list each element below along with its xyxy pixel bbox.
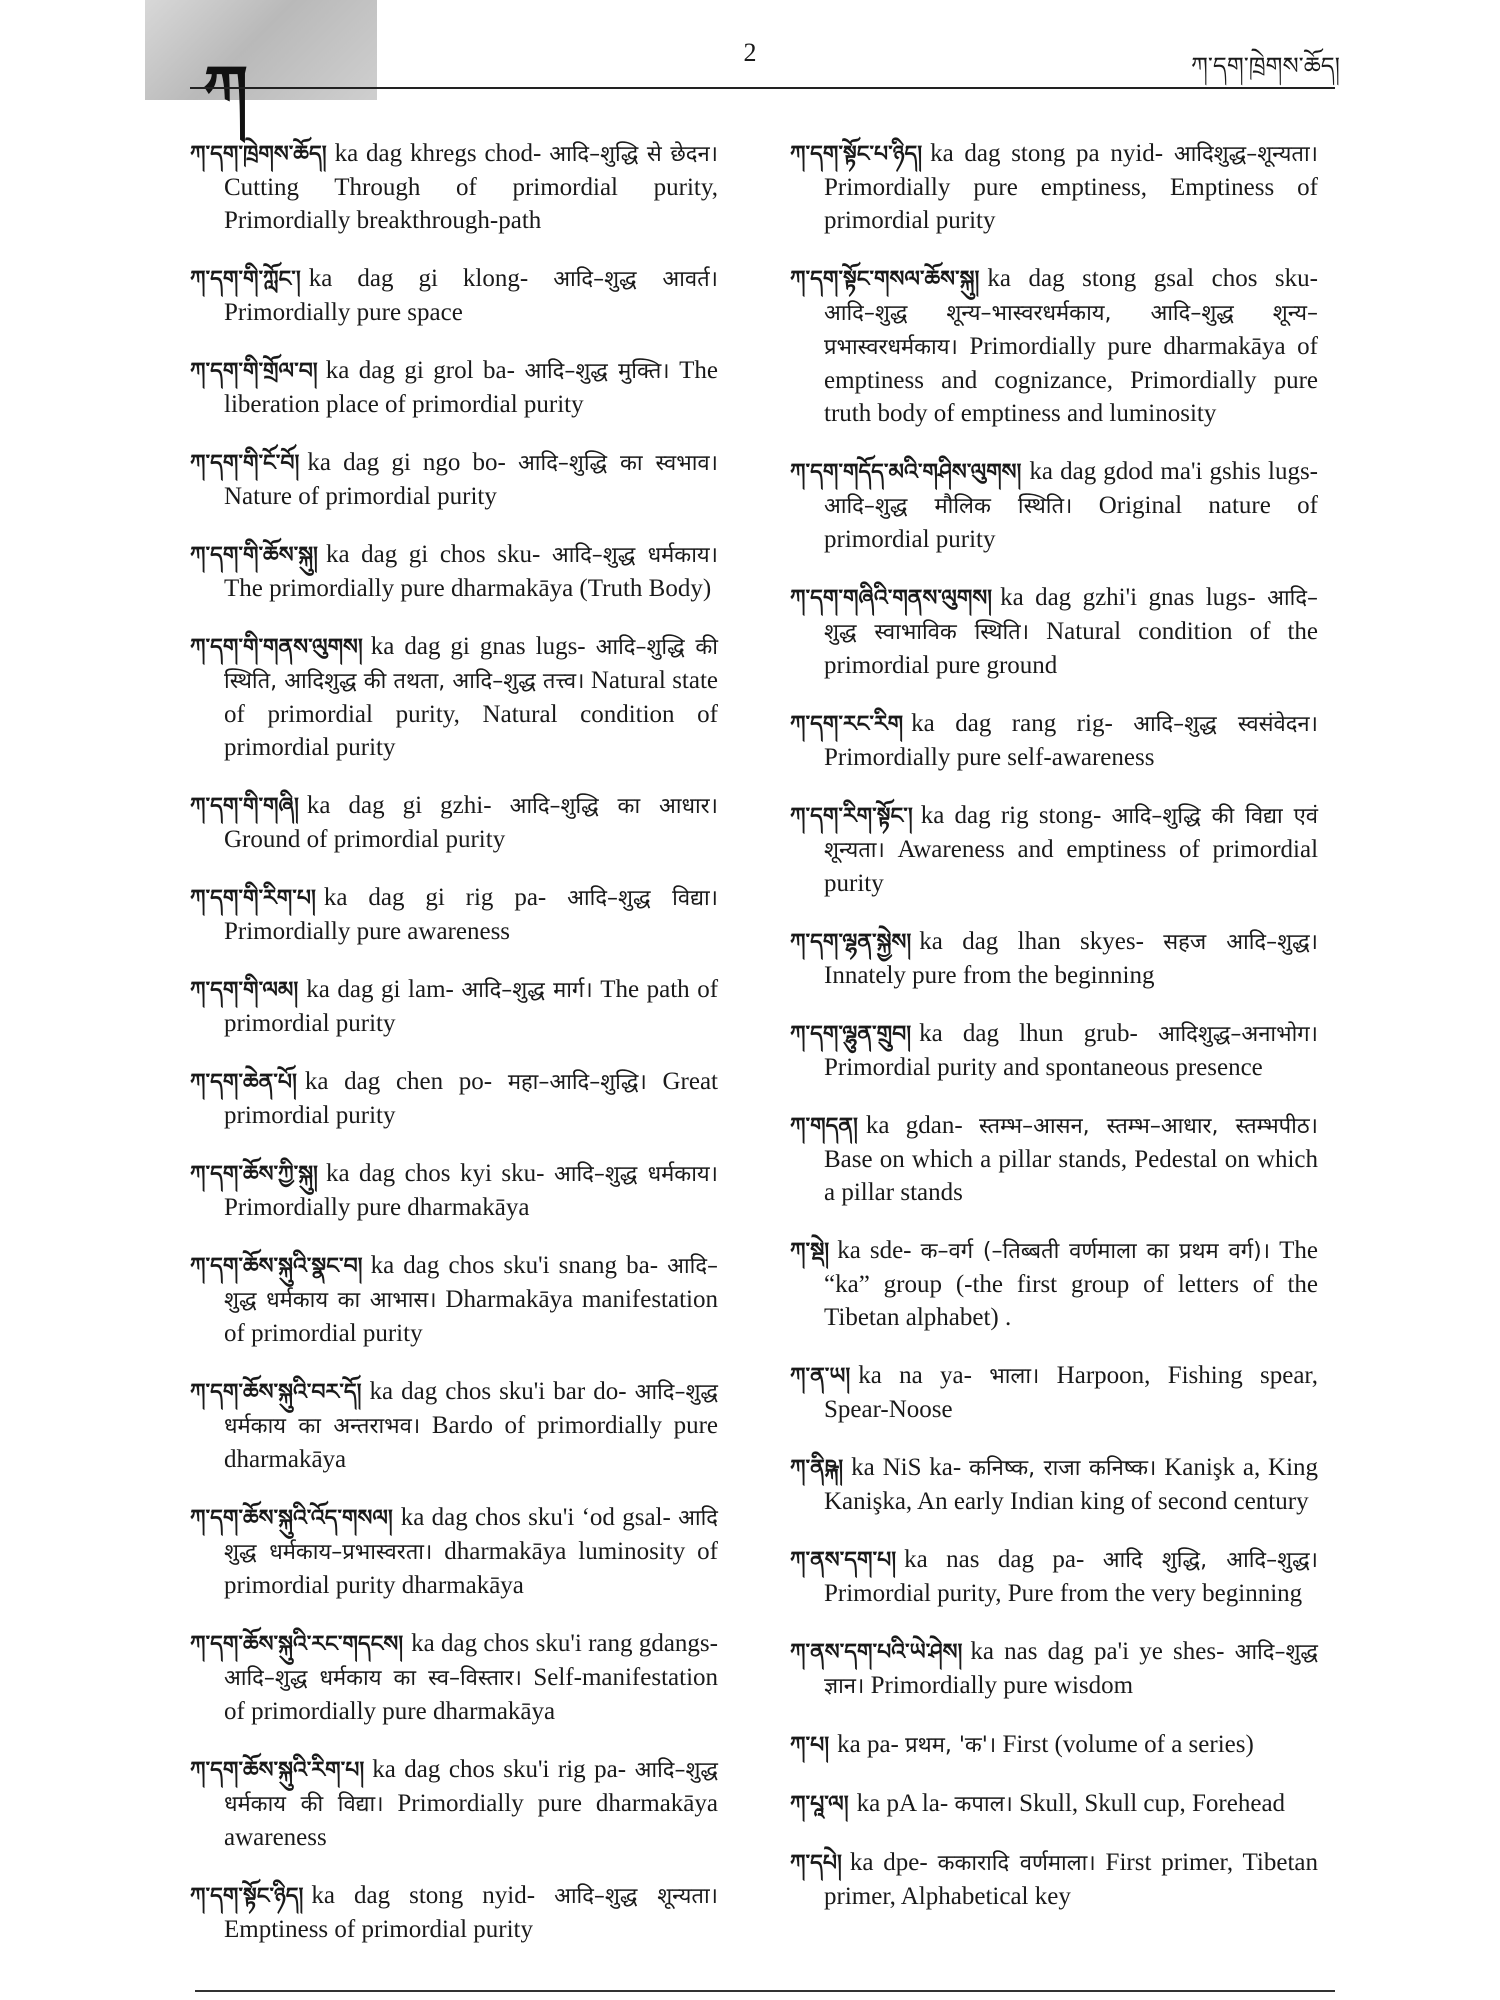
entry-english: Cutting Through of primordial purity, Primordially breakthrough-path [224,174,718,234]
entry-english: Primordial purity, Pure from the very beginning [824,1580,1303,1607]
dictionary-entry [790,137,1318,237]
entry-tibetan: ཀ་དག་ཆོས་སྐུའི་འོད་གསལ། [190,1506,393,1531]
dictionary-entry [190,1627,718,1728]
entry-tibetan: ཀ་དག་ཆོས་སྐུའི་བར་དོ། [190,1380,362,1405]
entry-hindi: आदि–शुद्ध स्वसंवेदन। [1133,712,1318,737]
dictionary-entry [190,789,718,856]
entry-transliteration: ka dag gi gnas lugs- [370,633,586,660]
dictionary-entry [790,799,1318,900]
entry-transliteration: ka dag gi lam- [306,976,454,1003]
entry-transliteration: ka dag gzhi'i gnas lugs- [1000,584,1256,611]
entry-tibetan: ཀ་དག་ཁྲེགས་ཆོད། [190,142,327,167]
entry-transliteration: ka dag rig stong- [920,802,1102,829]
entry-tibetan: ཀ་དག་གདོད་མའི་གཤིས་ལུགས། [790,460,1022,485]
entry-transliteration: ka dag stong pa nyid- [930,140,1164,167]
dictionary-entry [790,1109,1318,1209]
dictionary-entry [190,1065,718,1132]
left-column [190,112,718,1964]
entry-transliteration: ka dag chos sku'i snang ba- [370,1252,659,1279]
entry-tibetan: ཀ་དཔེ། [790,1851,842,1876]
entry-transliteration: ka dag gi grol ba- [325,357,515,384]
entry-transliteration: ka dag khregs chod- [334,140,542,167]
dictionary-entry [190,1753,718,1854]
entry-hindi: आदिशुद्ध–अनाभोग। [1157,1022,1318,1047]
dictionary-entry [790,455,1318,556]
entry-transliteration: ka dag lhan skyes- [919,928,1144,955]
dictionary-entry [790,1728,1318,1762]
entry-transliteration: ka na ya- [858,1362,972,1389]
entry-transliteration: ka dag gi chos sku- [325,541,541,568]
entry-english: Bardo of primordially pure dharmakāya [224,1412,719,1473]
entry-transliteration: ka dag gi ngo bo- [307,449,506,476]
entry-english: Primordially pure dharmakāya awareness [224,1790,718,1851]
entry-english: Awareness and emptiness of primordial purity [824,836,1319,897]
entry-english: Primordially pure dharmakāya of emptiness and cognizance, Primordially pure truth body of emptiness and luminosity [824,333,1318,427]
entry-transliteration: ka dag chos sku'i bar do- [369,1378,627,1405]
entry-english: Nature of primordial purity [224,483,497,510]
entry-hindi: आदि–शुद्ध विद्या। [567,886,718,911]
entry-tibetan: ཀ་དག་ཆེན་པོ། [190,1070,297,1095]
entry-transliteration: ka nas dag pa'i ye shes- [970,1638,1225,1665]
entry-hindi: आदि–शुद्ध मौलिक स्थिति। [824,494,1073,519]
entry-tibetan: ཀ་ནས་དག་པའི་ཡེ་ཤེས། [790,1640,963,1665]
entry-hindi: आदि शुद्धि, आदि–शुद्ध। [1102,1548,1318,1573]
entry-english: Emptiness of primordial purity [224,1916,533,1943]
entry-hindi: आदि–शुद्धि से छेदन। [549,142,718,167]
entry-hindi: क–वर्ग (–तिब्बती वर्णमाला का प्रथम वर्ग)। [920,1239,1271,1264]
entry-hindi: आदि–शुद्धि की विद्या एवं शून्यता। [824,804,1318,863]
entry-hindi: ककारादि वर्णमाला। [937,1851,1096,1876]
entry-tibetan: ཀ་དག་གི་ལམ། [190,978,299,1003]
dictionary-entry [790,1359,1318,1426]
entry-english: Kanişk a, King Kanişka, An early Indian king of second century [824,1454,1319,1515]
entry-tibetan: ཀ་དག་ཆོས་ཀྱི་སྐུ། [190,1162,318,1187]
entry-english: Original nature of primordial purity [824,492,1319,553]
entry-english: The “ka” group (-the first group of letters of the Tibetan alphabet) . [824,1237,1318,1331]
entry-hindi: भाला। [989,1364,1040,1389]
entry-transliteration: ka dag chos sku'i rang gdangs- [411,1630,718,1657]
entry-tibetan: ཀ་དག་སྟོང་ཉིད། [190,1884,304,1909]
entry-hindi: आदि–शुद्ध धर्मकाय का अन्तराभव। [224,1380,718,1439]
entry-hindi: कनिष्क, राजा कनिष्क। [969,1456,1157,1481]
entry-hindi: कपाल। [954,1792,1013,1817]
entry-transliteration: ka pA la- [856,1790,949,1817]
entry-transliteration: ka dag gi klong- [308,265,529,292]
dictionary-entry [790,925,1318,992]
entry-transliteration: ka dag chen po- [304,1068,493,1095]
entry-transliteration: ka dag chos kyi sku- [325,1160,545,1187]
page-number: 2 [743,38,757,67]
entry-transliteration: ka dag stong gsal chos sku- [987,265,1318,292]
entry-tibetan: ཀ་སྡེ། [790,1239,830,1264]
dictionary-entry [190,1157,718,1224]
footer-rule [195,1990,1335,1992]
entry-tibetan: ཀ་དག་ཆོས་སྐུའི་སྣང་བ། [190,1254,363,1279]
entry-tibetan: ཀ་དག་རིག་སྟོང་། [790,804,913,829]
entry-english: Harpoon, Fishing spear, Spear-Noose [824,1362,1319,1423]
dictionary-entry [790,1543,1318,1610]
entry-hindi: आदि–शुद्धि का स्वभाव। [518,451,718,476]
entry-english: Natural state of primordial purity, Natural condition of primordial purity [224,667,719,761]
entry-english: First (volume of a series) [1002,1731,1254,1758]
entry-transliteration: ka dag chos sku'i ‘od gsal- [400,1504,671,1531]
dictionary-entry [190,538,718,605]
entry-tibetan: ཀ་དག་ལྷུན་གྲུབ། [790,1022,912,1047]
entry-hindi: आदि–शुद्ध धर्मकाय। [553,1162,718,1187]
entry-hindi: आदि–शुद्ध मार्ग। [461,978,593,1003]
entry-hindi: प्रथम, 'क'। [905,1733,997,1758]
entry-tibetan: ཀ་དག་ཆོས་སྐུའི་རིག་པ། [190,1758,365,1783]
entry-transliteration: ka dag gdod ma'i gshis lugs- [1029,458,1318,485]
entry-hindi: आदि–शुद्ध शून्य–भास्वरधर्मकाय, आदि–शुद्ध शून्य–प्रभास्वरधर्मकाय। [824,301,1318,360]
entry-tibetan: ཀ་དག་སྟོང་གསལ་ཆོས་སྐུ། [790,267,980,292]
entry-tibetan: ཀ་གདན། [790,1114,858,1139]
entry-tibetan: ཀ་པཱ་ལ། [790,1792,849,1817]
entry-tibetan: ཀ་དག་གཞིའི་གནས་ལུགས། [790,586,993,611]
entry-hindi: आदि–शुद्ध मुक्ति। [524,359,670,384]
running-head: ཀ་དག་ཁྲེགས་ཆོད། [1190,52,1340,80]
dictionary-entry [790,1846,1318,1913]
dictionary-entry [190,630,718,764]
dictionary-entry [190,1249,718,1350]
entry-tibetan: ཀ་དག་གི་རིག་པ། [190,886,316,911]
dictionary-entry [790,581,1318,682]
entry-english: Primordially pure space [224,299,463,326]
entry-tibetan: ཀ་དག་སྟོང་པ་ཉིད། [790,142,923,167]
dictionary-entry [790,1635,1318,1703]
dictionary-entry [790,1234,1318,1334]
entry-english: Great primordial purity [224,1068,718,1129]
entry-english: Skull, Skull cup, Forehead [1019,1790,1286,1817]
entry-hindi: आदिशुद्ध–शून्यता। [1173,142,1319,167]
entry-transliteration: ka gdan- [865,1112,963,1139]
entry-english: Self-manifestation of primordially pure dharmakāya [224,1664,719,1725]
dictionary-entry [190,446,718,513]
entry-english: Primordially pure dharmakāya [224,1194,530,1221]
entry-tibetan: ཀ་དག་ལྷན་སྐྱེས། [790,930,912,955]
dictionary-entry [790,707,1318,774]
dictionary-entry [190,1501,718,1602]
entry-hindi: आदि शुद्ध धर्मकाय–प्रभास्वरता। [224,1506,718,1565]
entry-hindi: आदि–शुद्ध धर्मकाय की विद्या। [224,1758,719,1817]
dictionary-entry [790,1787,1318,1821]
entry-tibetan: ཀ་ནས་དག་པ། [790,1548,897,1573]
entry-hindi: आदि–शुद्ध ज्ञान। [824,1640,1318,1699]
dictionary-entry [190,881,718,948]
entry-hindi: महा–आदि–शुद्धि। [507,1070,647,1095]
entry-tibetan: ཀ་དག་ཆོས་སྐུའི་རང་གདངས། [190,1632,404,1657]
dictionary-entry [190,1375,718,1476]
entry-hindi: आदि–शुद्धि की स्थिति, आदिशुद्ध की तथता, आदि–शुद्ध तत्त्व। [224,635,718,694]
entry-english: The liberation place of primordial purity [224,357,719,418]
entry-tibetan: ཀ་དག་གི་གཞི། [190,794,299,819]
entry-transliteration: ka sde- [837,1237,912,1264]
entry-tibetan: ཀ་དག་གི་ཀློང་། [190,267,301,292]
dictionary-entry [790,1451,1318,1518]
entry-english: Primordial purity and spontaneous presence [824,1054,1263,1081]
entry-tibetan: ཀ་དག་རང་རིག [790,712,904,737]
entry-tibetan: ཀ་པ། [790,1733,830,1758]
entry-tibetan: ཀ་དག་གི་གྲོལ་བ། [190,359,318,384]
dictionary-entry [790,1017,1318,1084]
entry-transliteration: ka dag lhun grub- [919,1020,1138,1047]
dictionary-entry [190,1879,718,1946]
entry-english: First primer, Tibetan primer, Alphabetical key [824,1849,1319,1910]
entry-transliteration: ka dag gi gzhi- [306,792,492,819]
entry-english: Primordially pure self-awareness [824,744,1155,771]
entry-transliteration: ka nas dag pa- [904,1546,1085,1573]
entry-hindi: आदि–शुद्ध शून्यता। [554,1884,718,1909]
entry-transliteration: ka dag gi rig pa- [323,884,547,911]
entry-english: The primordially pure dharmakāya (Truth Body) [224,575,712,602]
entry-hindi: आदि–शुद्ध आवर्त। [553,267,718,292]
entry-tibetan: ཀ་དག་གི་ངོ་བོ། [190,451,300,476]
entry-english: Base on which a pillar stands, Pedestal on which a pillar stands [824,1146,1318,1206]
entry-hindi: आदि–शुद्ध धर्मकाय का स्व–विस्तार। [224,1666,523,1691]
entry-hindi: आदि–शुद्ध धर्मकाय का आभास। [224,1254,719,1313]
entry-english: Innately pure from the beginning [824,962,1155,989]
entry-hindi: स्तम्भ–आसन, स्तम्भ–आधार, स्तम्भपीठ। [978,1114,1318,1139]
entry-english: dharmakāya luminosity of primordial purity dharmakāya [224,1538,718,1599]
right-column [790,112,1318,1931]
entry-transliteration: ka dag stong nyid- [311,1882,536,1909]
entry-transliteration: ka dpe- [849,1849,928,1876]
dictionary-entry [790,262,1318,430]
entry-tibetan: ཀ་དག་གི་ཆོས་སྐུ། [190,543,318,568]
entry-tibetan: ཀ་ན་ཡ། [790,1364,851,1389]
entry-english: Dharmakāya manifestation of primordial purity [224,1286,718,1347]
entry-english: Primordially pure wisdom [870,1672,1134,1699]
entry-hindi: आदि–शुद्धि का आधार। [509,794,719,819]
header-rule [190,87,1335,89]
entry-transliteration: ka pa- [837,1731,899,1758]
dictionary-entry [190,137,718,237]
entry-tibetan: ཀ་དག་གི་གནས་ལུགས། [190,635,363,660]
entry-transliteration: ka dag rang rig- [911,710,1113,737]
entry-hindi: आदि–शुद्ध स्वाभाविक स्थिति। [824,586,1319,645]
entry-hindi: सहज आदि–शुद्ध। [1163,930,1318,955]
entry-english: Primordially pure awareness [224,918,511,945]
entry-hindi: आदि–शुद्ध धर्मकाय। [551,543,718,568]
thumb-index-letter: ཀ [203,53,249,127]
entry-english: Ground of primordial purity [224,826,506,853]
entry-transliteration: ka dag chos sku'i rig pa- [372,1756,627,1783]
entry-transliteration: ka NiS ka- [851,1454,962,1481]
dictionary-entry [190,973,718,1040]
entry-tibetan: ཀ་ནིཥྐ། [790,1456,844,1481]
entry-english: Natural condition of the primordial pure ground [824,618,1318,679]
dictionary-entry [190,262,718,329]
entry-english: Primordially pure emptiness, Emptiness of primordial purity [824,174,1318,234]
dictionary-entry [190,354,718,421]
entry-english: The path of primordial purity [224,976,719,1037]
